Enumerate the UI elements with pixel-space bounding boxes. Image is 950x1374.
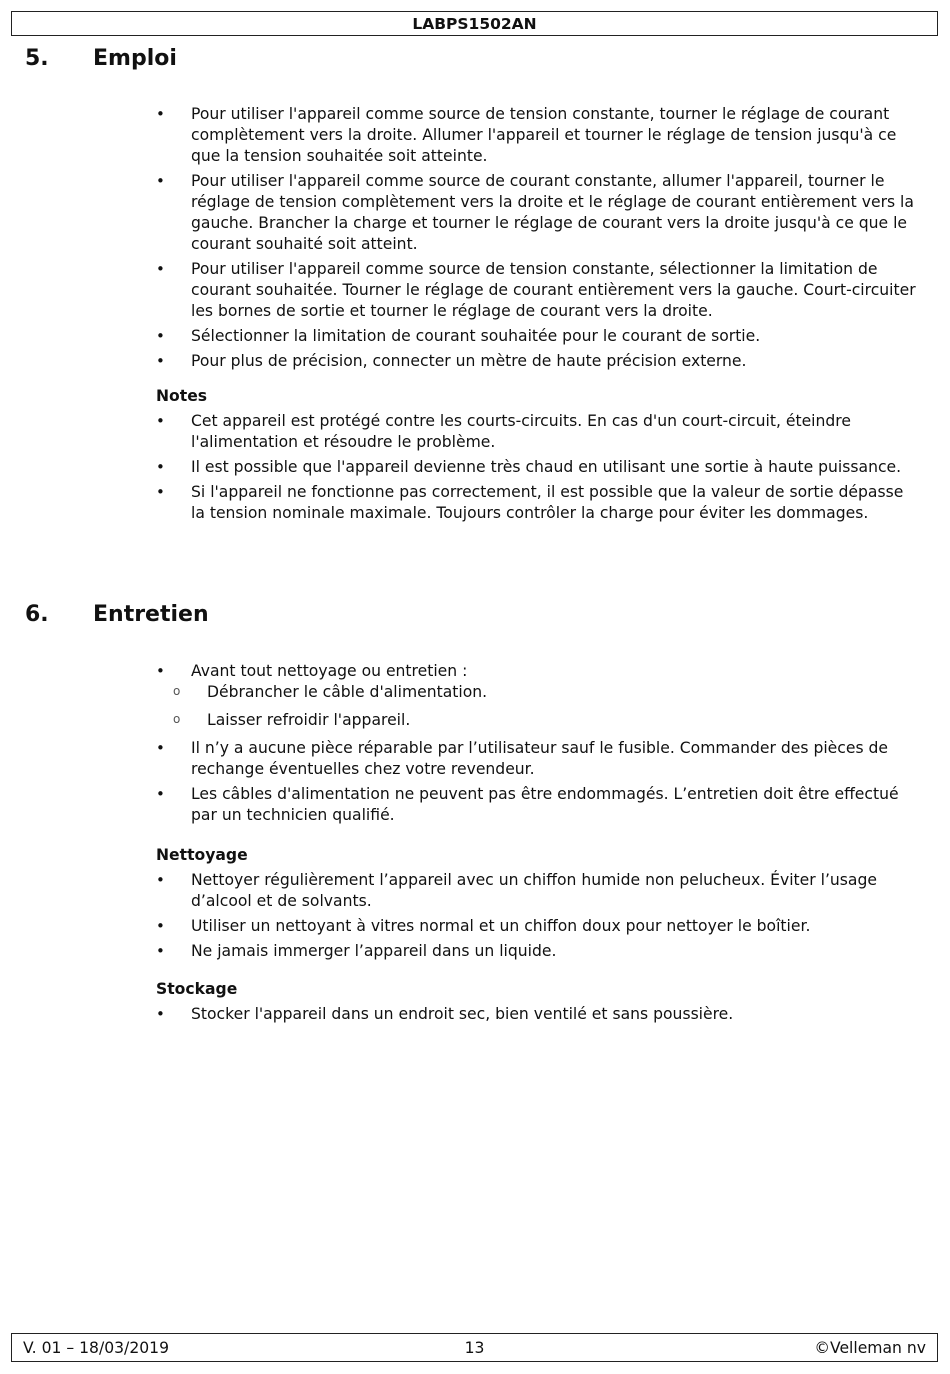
sub-list-item: o Débrancher le câble d'alimentation. — [156, 682, 916, 703]
copyright: ©Velleman nv — [814, 1339, 926, 1357]
notes-list — [156, 411, 916, 528]
section-title: Entretien — [93, 602, 209, 627]
sub-list — [156, 682, 916, 731]
list-item: • Si l'appareil ne fonctionne pas correctement, il est possible que la valeur de sortie dépasse la tension nominale maximale. Toujours contrôler la charge pour éviter les dommages. — [156, 482, 916, 524]
list-item: • Cet appareil est protégé contre les courts-circuits. En cas d'un court-circuit, éteindre l'alimentation et résoudre le problème. — [156, 411, 916, 453]
version-date: V. 01 – 18/03/2019 — [23, 1339, 170, 1357]
cleaning-heading: Nettoyage — [156, 846, 248, 864]
list-item: • Les câbles d'alimentation ne peuvent pas être endommagés. L’entretien doit être effectué par un technicien qualifié. — [156, 784, 916, 826]
section-number: 5. — [25, 46, 49, 71]
list-item: • Pour utiliser l'appareil comme source de tension constante, sélectionner la limitation de courant souhaitée. Tourner le réglage de courant entièrement vers la gauche. Court-circuiter les bornes de sortie et tourner le réglage de courant vers la droite. — [156, 259, 916, 322]
storage-list — [156, 1004, 916, 1029]
cleaning-list — [156, 870, 916, 966]
list-item: • Ne jamais immerger l’appareil dans un liquide. — [156, 941, 916, 962]
document-title: LABPS1502AN — [412, 15, 537, 33]
list-item: • Pour utiliser l'appareil comme source de tension constante, tourner le réglage de courant complètement vers la droite. Allumer l'appareil et tourner le réglage de tension jusqu'à ce que la tension souhaitée soit atteinte. — [156, 104, 916, 167]
list-item-text: Avant tout nettoyage ou entretien : — [191, 662, 468, 680]
storage-heading: Stockage — [156, 980, 238, 998]
list-item: • Il n’y a aucune pièce réparable par l’utilisateur sauf le fusible. Commander des pièces de rechange éventuelles chez votre revendeur. — [156, 738, 916, 780]
page-footer — [11, 1333, 938, 1362]
list-item: • Utiliser un nettoyant à vitres normal et un chiffon doux pour nettoyer le boîtier. — [156, 916, 916, 937]
page-number: 13 — [464, 1339, 485, 1357]
maintenance-list — [156, 661, 916, 830]
list-item: • Stocker l'appareil dans un endroit sec, bien ventilé et sans poussière. — [156, 1004, 916, 1025]
page-header — [11, 11, 938, 36]
list-item: • Pour utiliser l'appareil comme source de courant constante, allumer l'appareil, tourner le réglage de tension complètement vers la droite et le réglage de courant entièrement vers la gauche. Brancher la charge et tourner le réglage de courant vers la droite jusqu'à ce que le courant souhaité soit atteint. — [156, 171, 916, 255]
notes-heading: Notes — [156, 387, 208, 405]
section-title: Emploi — [93, 46, 177, 71]
section-6-heading — [25, 601, 209, 629]
usage-list — [156, 104, 916, 376]
list-item: • Nettoyer régulièrement l’appareil avec un chiffon humide non pelucheux. Éviter l’usage d’alcool et de solvants. — [156, 870, 916, 912]
section-number: 6. — [25, 602, 49, 627]
list-item — [156, 661, 916, 731]
list-item: • Il est possible que l'appareil devienne très chaud en utilisant une sortie à haute puissance. — [156, 457, 916, 478]
sub-list-item: o Laisser refroidir l'appareil. — [156, 710, 916, 731]
section-5-heading — [25, 45, 177, 73]
list-item: • Pour plus de précision, connecter un mètre de haute précision externe. — [156, 351, 916, 372]
list-item: • Sélectionner la limitation de courant souhaitée pour le courant de sortie. — [156, 326, 916, 347]
